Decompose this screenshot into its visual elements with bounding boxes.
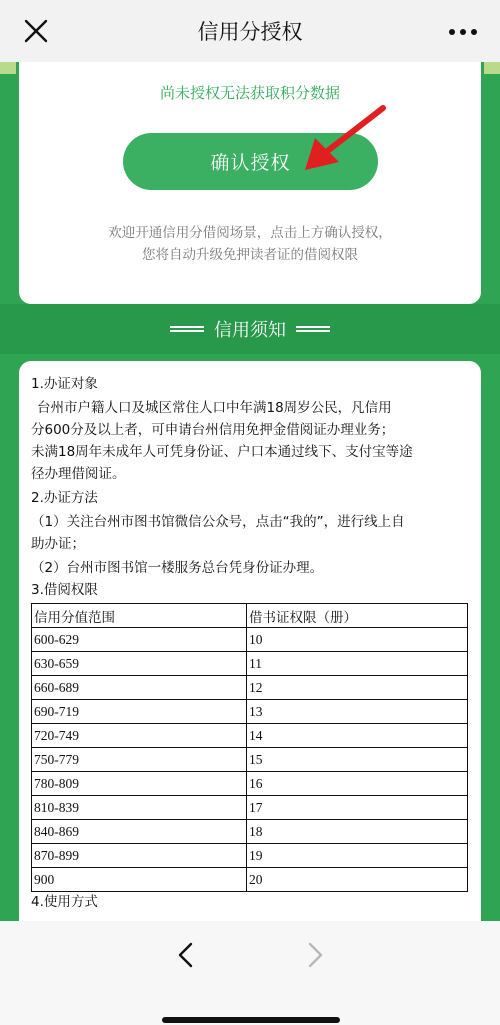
section-heading	[0, 314, 500, 344]
table-cell: 19	[247, 844, 468, 868]
table-row	[32, 868, 468, 892]
auth-description-line1: 欢迎开通信用分借阅场景，点击上方确认授权，	[108, 225, 392, 241]
table-cell: 810-839	[32, 796, 247, 820]
chevron-right-icon[interactable]	[304, 941, 326, 969]
table-cell: 12	[247, 676, 468, 700]
section-title: 信用须知	[214, 320, 286, 341]
section-1-heading: 1.办证对象	[31, 376, 98, 392]
table-cell: 16	[247, 772, 468, 796]
section-1-text-line1: 台州市户籍人口及城区常住人口中年满18周岁公民，凡信用	[37, 400, 392, 416]
table-row	[32, 652, 468, 676]
section-2-heading: 2.办证方法	[31, 490, 98, 506]
section-4-heading: 4.使用方式	[31, 894, 98, 910]
table-header-cell: 信用分值范围	[32, 604, 247, 628]
section-2-text-line1: （1）关注台州市图书馆微信公众号，点击“我的”，进行线上自	[31, 514, 405, 530]
page-title: 信用分授权	[197, 20, 303, 44]
bottom-nav-bar	[0, 921, 500, 1025]
confirm-auth-button[interactable]: 确认授权	[123, 133, 378, 190]
table-cell: 18	[247, 820, 468, 844]
borrow-limits-table	[31, 603, 468, 892]
table-cell: 900	[32, 868, 247, 892]
table-row	[32, 820, 468, 844]
table-row	[32, 796, 468, 820]
table-cell: 870-899	[32, 844, 247, 868]
table-cell: 11	[247, 652, 468, 676]
table-row	[32, 676, 468, 700]
table-cell: 780-809	[32, 772, 247, 796]
section-1-text-line3: 未满18周年未成年人可凭身份证、户口本通过线下、支付宝等途	[31, 444, 413, 460]
table-cell: 20	[247, 868, 468, 892]
notice-card	[19, 361, 481, 921]
table-cell: 10	[247, 628, 468, 652]
auth-description-line2: 您将自动升级免押读者证的借阅权限	[142, 247, 358, 263]
section-1-text-line4: 径办理借阅证。	[31, 466, 126, 482]
decor-edge-left	[0, 62, 16, 74]
table-cell: 15	[247, 748, 468, 772]
table-row	[32, 724, 468, 748]
section-1-text-line2: 分600分及以上者，可申请台州信用免押金借阅证办理业务；	[31, 422, 395, 438]
table-row	[32, 844, 468, 868]
auth-warning: 尚未授权无法获取积分数据	[159, 84, 340, 102]
section-2-text-line3: （2）台州市图书馆一楼服务总台凭身份证办理。	[31, 560, 324, 576]
table-cell: 750-779	[32, 748, 247, 772]
table-row	[32, 748, 468, 772]
table-header-row	[32, 604, 468, 628]
table-header-cell: 借书证权限（册）	[247, 604, 468, 628]
table-cell: 13	[247, 700, 468, 724]
decor-edge-right	[484, 62, 500, 74]
section-2-text-line2: 助办证；	[31, 536, 85, 552]
top-bar	[0, 0, 500, 62]
table-cell: 690-719	[32, 700, 247, 724]
table-row	[32, 700, 468, 724]
table-cell: 600-629	[32, 628, 247, 652]
table-cell: 660-689	[32, 676, 247, 700]
table-row	[32, 628, 468, 652]
auth-description	[19, 222, 481, 266]
table-cell: 840-869	[32, 820, 247, 844]
table-row	[32, 772, 468, 796]
divider-right	[296, 326, 330, 332]
auth-card	[19, 62, 481, 304]
home-indicator	[162, 1017, 340, 1023]
red-arrow-annotation	[295, 100, 390, 178]
table-cell: 14	[247, 724, 468, 748]
more-icon[interactable]	[448, 28, 478, 36]
table-cell: 720-749	[32, 724, 247, 748]
section-3-heading: 3.借阅权限	[31, 582, 98, 598]
divider-left	[170, 326, 204, 332]
table-cell: 630-659	[32, 652, 247, 676]
table-cell: 17	[247, 796, 468, 820]
chevron-left-icon[interactable]	[175, 941, 197, 969]
